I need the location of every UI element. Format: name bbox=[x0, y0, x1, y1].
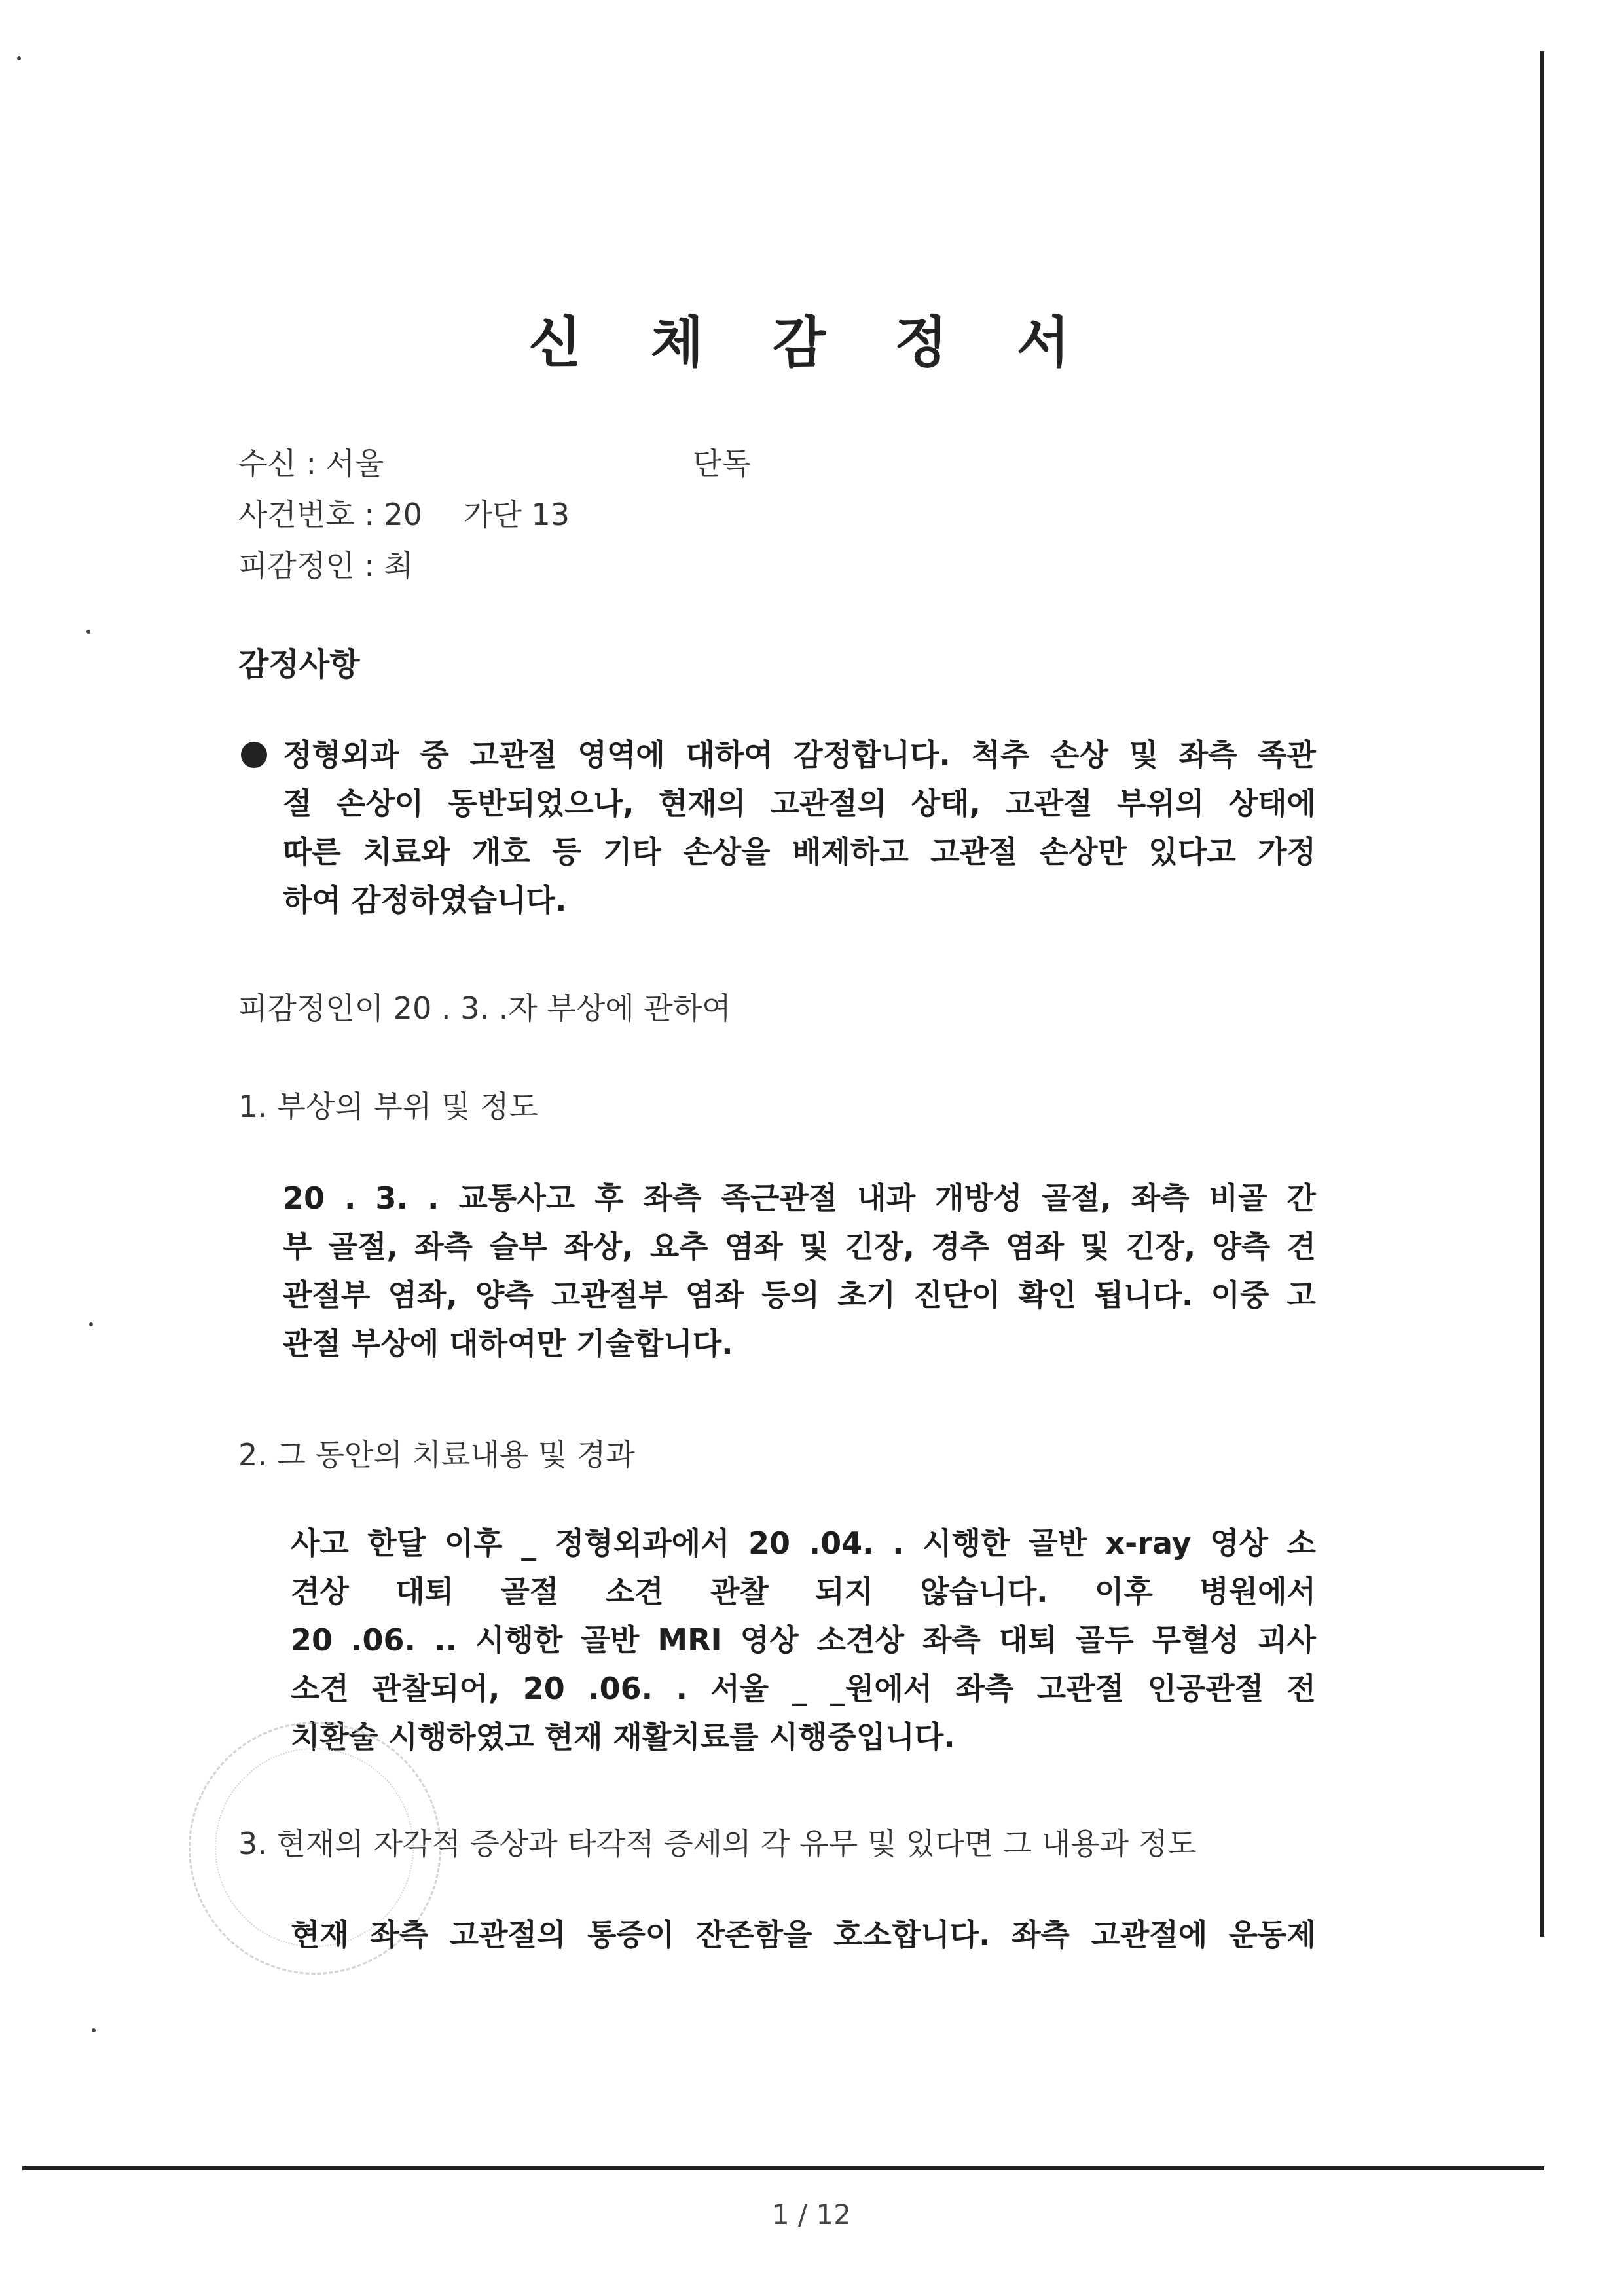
paragraph-line: 20 .06. .. 시행한 골반 MRI 영상 소견상 좌측 대퇴 골두 무혈성 괴사 bbox=[291, 1622, 1316, 1658]
section-3-heading: 3. 현재의 자각적 증상과 타각적 증세의 각 유무 및 있다면 그 내용과 정도 bbox=[238, 1826, 1197, 1861]
paragraph-line: 하여 감정하였습니다. bbox=[283, 883, 567, 918]
section-1-paragraph bbox=[283, 1174, 1316, 1368]
paragraph-line: 사고 한달 이후 _ 정형외과에서 20 .04. . 시행한 골반 x-ray 영상 소 bbox=[291, 1525, 1316, 1561]
paragraph-line: 관절부 염좌, 양측 고관절부 염좌 등의 초기 진단이 확인 됩니다. 이중 고 bbox=[283, 1277, 1316, 1313]
section-heading: 감정사항 bbox=[238, 646, 360, 683]
case-number-value: 가단 13 bbox=[464, 497, 570, 532]
paragraph-line: 20 . 3. . 교통사고 후 좌측 족근관절 내과 개방성 골절, 좌측 비골 간 bbox=[283, 1180, 1316, 1216]
paragraph-line: 부 골절, 좌측 슬부 좌상, 요추 염좌 및 긴장, 경추 염좌 및 긴장, 양측 견 bbox=[283, 1229, 1316, 1264]
scan-speck bbox=[17, 56, 21, 60]
bullet-icon bbox=[241, 742, 267, 768]
case-number-label: 사건번호 : 20 bbox=[238, 497, 423, 532]
document-title: 신 체 감 정 서 bbox=[528, 310, 1095, 374]
recipient-suffix: 단독 bbox=[693, 446, 751, 481]
scan-speck bbox=[92, 2028, 96, 2032]
paragraph-line: 절 손상이 동반되었으나, 현재의 고관절의 상태, 고관절 부위의 상태에 bbox=[283, 786, 1316, 821]
paragraph-line: 관절 부상에 대하여만 기술합니다. bbox=[283, 1326, 733, 1361]
page-number: 1 / 12 bbox=[771, 2198, 852, 2231]
paragraph-line: 따른 치료와 개호 등 기타 손상을 배제하고 고관절 손상만 있다고 가정 bbox=[283, 834, 1316, 869]
section-2-heading: 2. 그 동안의 치료내용 및 경과 bbox=[238, 1437, 635, 1472]
paragraph-line: 현재 좌측 고관절의 통증이 잔존함을 호소합니다. 좌측 고관절에 운동제 bbox=[291, 1917, 1316, 1952]
paragraph-line: 치환술 시행하였고 현재 재활치료를 시행중입니다. bbox=[291, 1719, 955, 1755]
scan-speck bbox=[89, 1322, 93, 1326]
paragraph-line: 정형외과 중 고관절 영역에 대하여 감정합니다. 척추 손상 및 좌측 족관 bbox=[283, 737, 1316, 773]
subject-label: 피감정인 : 최 bbox=[238, 548, 413, 583]
section-1-heading: 1. 부상의 부위 및 정도 bbox=[238, 1089, 538, 1124]
paragraph-line: 견상 대퇴 골절 소견 관찰 되지 않습니다. 이후 병원에서 bbox=[291, 1574, 1316, 1609]
section-2-paragraph bbox=[291, 1519, 1316, 1761]
recipient-label: 수신 : 서울 bbox=[238, 446, 384, 481]
paragraph-line: 소견 관찰되어, 20 .06. . 서울 _ _원에서 좌측 고관절 인공관절 전 bbox=[291, 1671, 1316, 1706]
bullet-paragraph bbox=[283, 731, 1316, 924]
page-border-bottom bbox=[22, 2166, 1544, 2170]
section-3-paragraph bbox=[291, 1910, 1316, 1959]
injury-intro: 피감정인이 20 . 3. .자 부상에 관하여 bbox=[238, 991, 731, 1026]
scan-speck bbox=[86, 630, 90, 634]
